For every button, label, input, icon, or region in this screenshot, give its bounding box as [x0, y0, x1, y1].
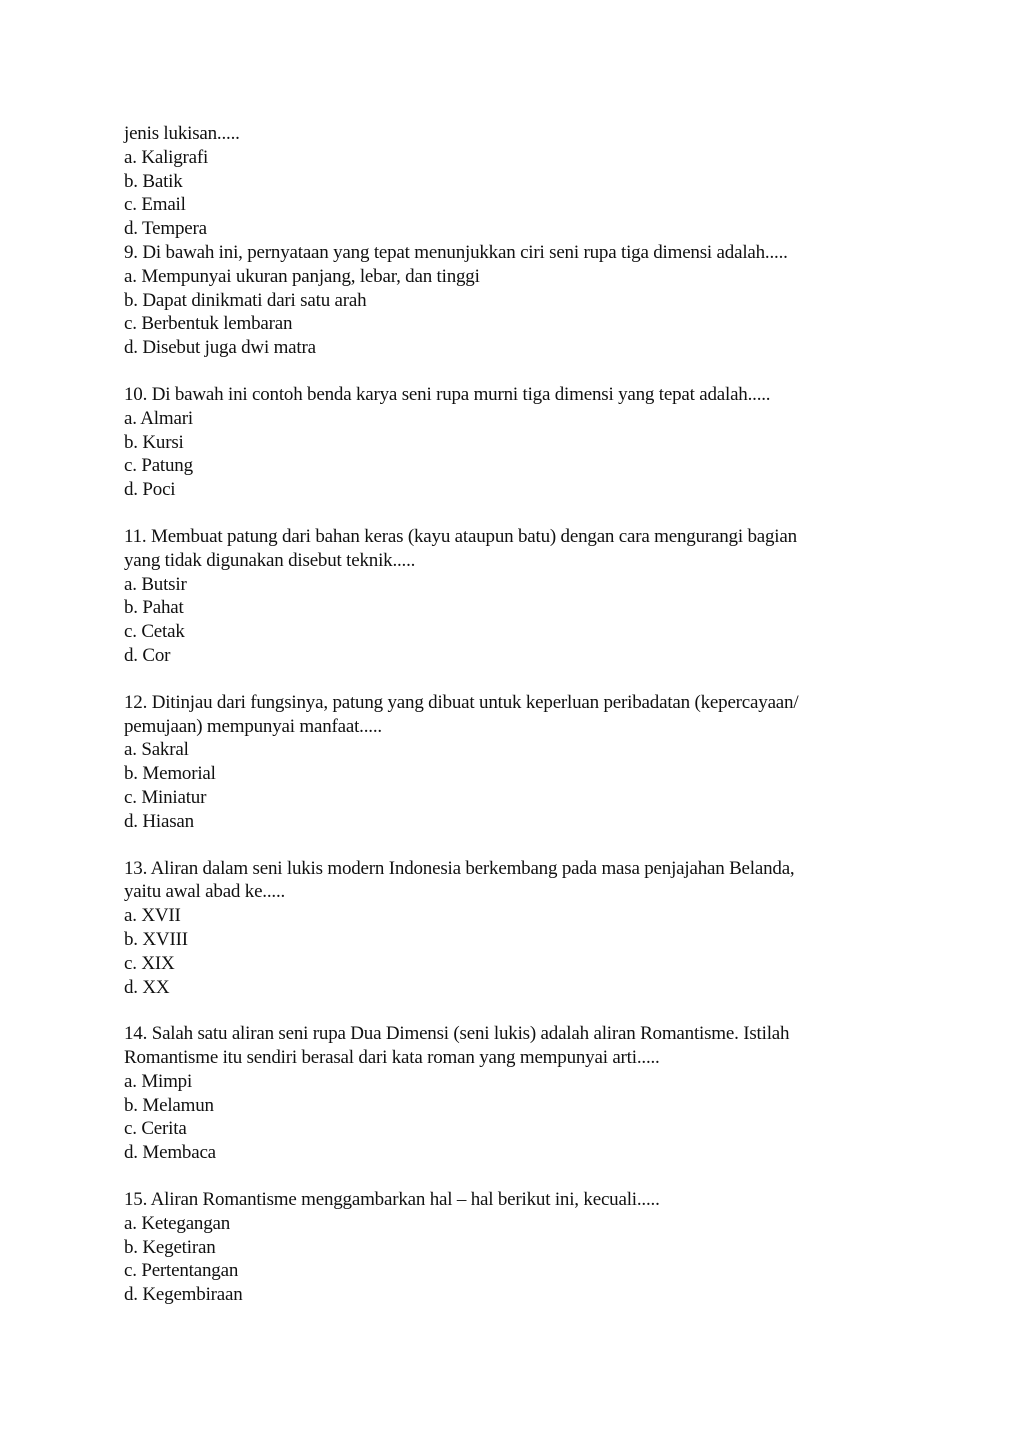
- option-b: b. Pahat: [124, 597, 184, 619]
- option-d: d. Kegembiraan: [124, 1284, 243, 1306]
- option-a: a. Sakral: [124, 739, 189, 761]
- question-text-line-1: 14. Salah satu aliran seni rupa Dua Dimensi (seni lukis) adalah aliran Romantisme. Istilah: [124, 1023, 790, 1045]
- option-c: c. Email: [124, 194, 186, 216]
- question-11: [124, 525, 884, 668]
- question-text-line-1: 11. Membuat patung dari bahan keras (kayu ataupun batu) dengan cara mengurangi bagian: [124, 525, 797, 547]
- option-c: c. XIX: [124, 952, 175, 974]
- option-a: a. Kaligrafi: [124, 146, 209, 168]
- option-c: c. Patung: [124, 455, 193, 477]
- option-d: d. Poci: [124, 479, 176, 501]
- option-c: c. Berbentuk lembaran: [124, 313, 293, 335]
- spacer: [124, 1165, 884, 1188]
- question-8-continuation: [124, 122, 884, 241]
- option-b: b. Batik: [124, 170, 183, 192]
- question-14: [124, 1022, 884, 1165]
- option-a: a. XVII: [124, 905, 181, 927]
- option-d: d. Hiasan: [124, 810, 194, 832]
- option-d: d. Cor: [124, 644, 171, 666]
- option-d: d. XX: [124, 976, 170, 998]
- question-text: 10. Di bawah ini contoh benda karya seni rupa murni tiga dimensi yang tepat adalah.....: [124, 383, 771, 405]
- spacer: [124, 502, 884, 525]
- option-a: a. Mempunyai ukuran panjang, lebar, dan tinggi: [124, 265, 480, 287]
- option-b: b. Melamun: [124, 1094, 214, 1116]
- option-d: d. Tempera: [124, 218, 207, 240]
- question-10: [124, 383, 884, 502]
- option-c: c. Cetak: [124, 621, 185, 643]
- option-a: a. Butsir: [124, 573, 187, 595]
- question-text-line-2: pemujaan) mempunyai manfaat.....: [124, 715, 382, 737]
- option-b: b. Kegetiran: [124, 1236, 216, 1258]
- option-d: d. Disebut juga dwi matra: [124, 337, 316, 359]
- question-9: [124, 241, 884, 360]
- question-text: 9. Di bawah ini, pernyataan yang tepat menunjukkan ciri seni rupa tiga dimensi adalah.....: [124, 241, 788, 263]
- question-text: 15. Aliran Romantisme menggambarkan hal – hal berikut ini, kecuali.....: [124, 1189, 660, 1211]
- spacer: [124, 668, 884, 691]
- question-15: [124, 1188, 884, 1307]
- question-text-line-1: 12. Ditinjau dari fungsinya, patung yang dibuat untuk keperluan peribadatan (kepercayaan/: [124, 691, 799, 713]
- option-b: b. Dapat dinikmati dari satu arah: [124, 289, 367, 311]
- option-a: a. Ketegangan: [124, 1212, 231, 1234]
- spacer: [124, 834, 884, 857]
- option-b: b. XVIII: [124, 928, 188, 950]
- option-c: c. Cerita: [124, 1118, 187, 1140]
- question-text-line-2: yang tidak digunakan disebut teknik.....: [124, 549, 416, 571]
- option-d: d. Membaca: [124, 1142, 216, 1164]
- option-c: c. Pertentangan: [124, 1260, 239, 1282]
- spacer: [124, 360, 884, 383]
- option-c: c. Miniatur: [124, 786, 207, 808]
- question-text-line-2: yaitu awal abad ke.....: [124, 881, 286, 903]
- option-a: a. Almari: [124, 407, 193, 429]
- spacer: [124, 999, 884, 1022]
- question-13: [124, 857, 884, 1000]
- question-text-line-1: 13. Aliran dalam seni lukis modern Indonesia berkembang pada masa penjajahan Belanda,: [124, 857, 795, 879]
- option-b: b. Memorial: [124, 763, 216, 785]
- question-text-line-2: Romantisme itu sendiri berasal dari kata roman yang mempunyai arti.....: [124, 1047, 660, 1069]
- option-b: b. Kursi: [124, 431, 184, 453]
- document-page: [124, 122, 884, 1307]
- option-a: a. Mimpi: [124, 1070, 193, 1092]
- question-12: [124, 691, 884, 834]
- question-text: jenis lukisan.....: [124, 123, 240, 144]
